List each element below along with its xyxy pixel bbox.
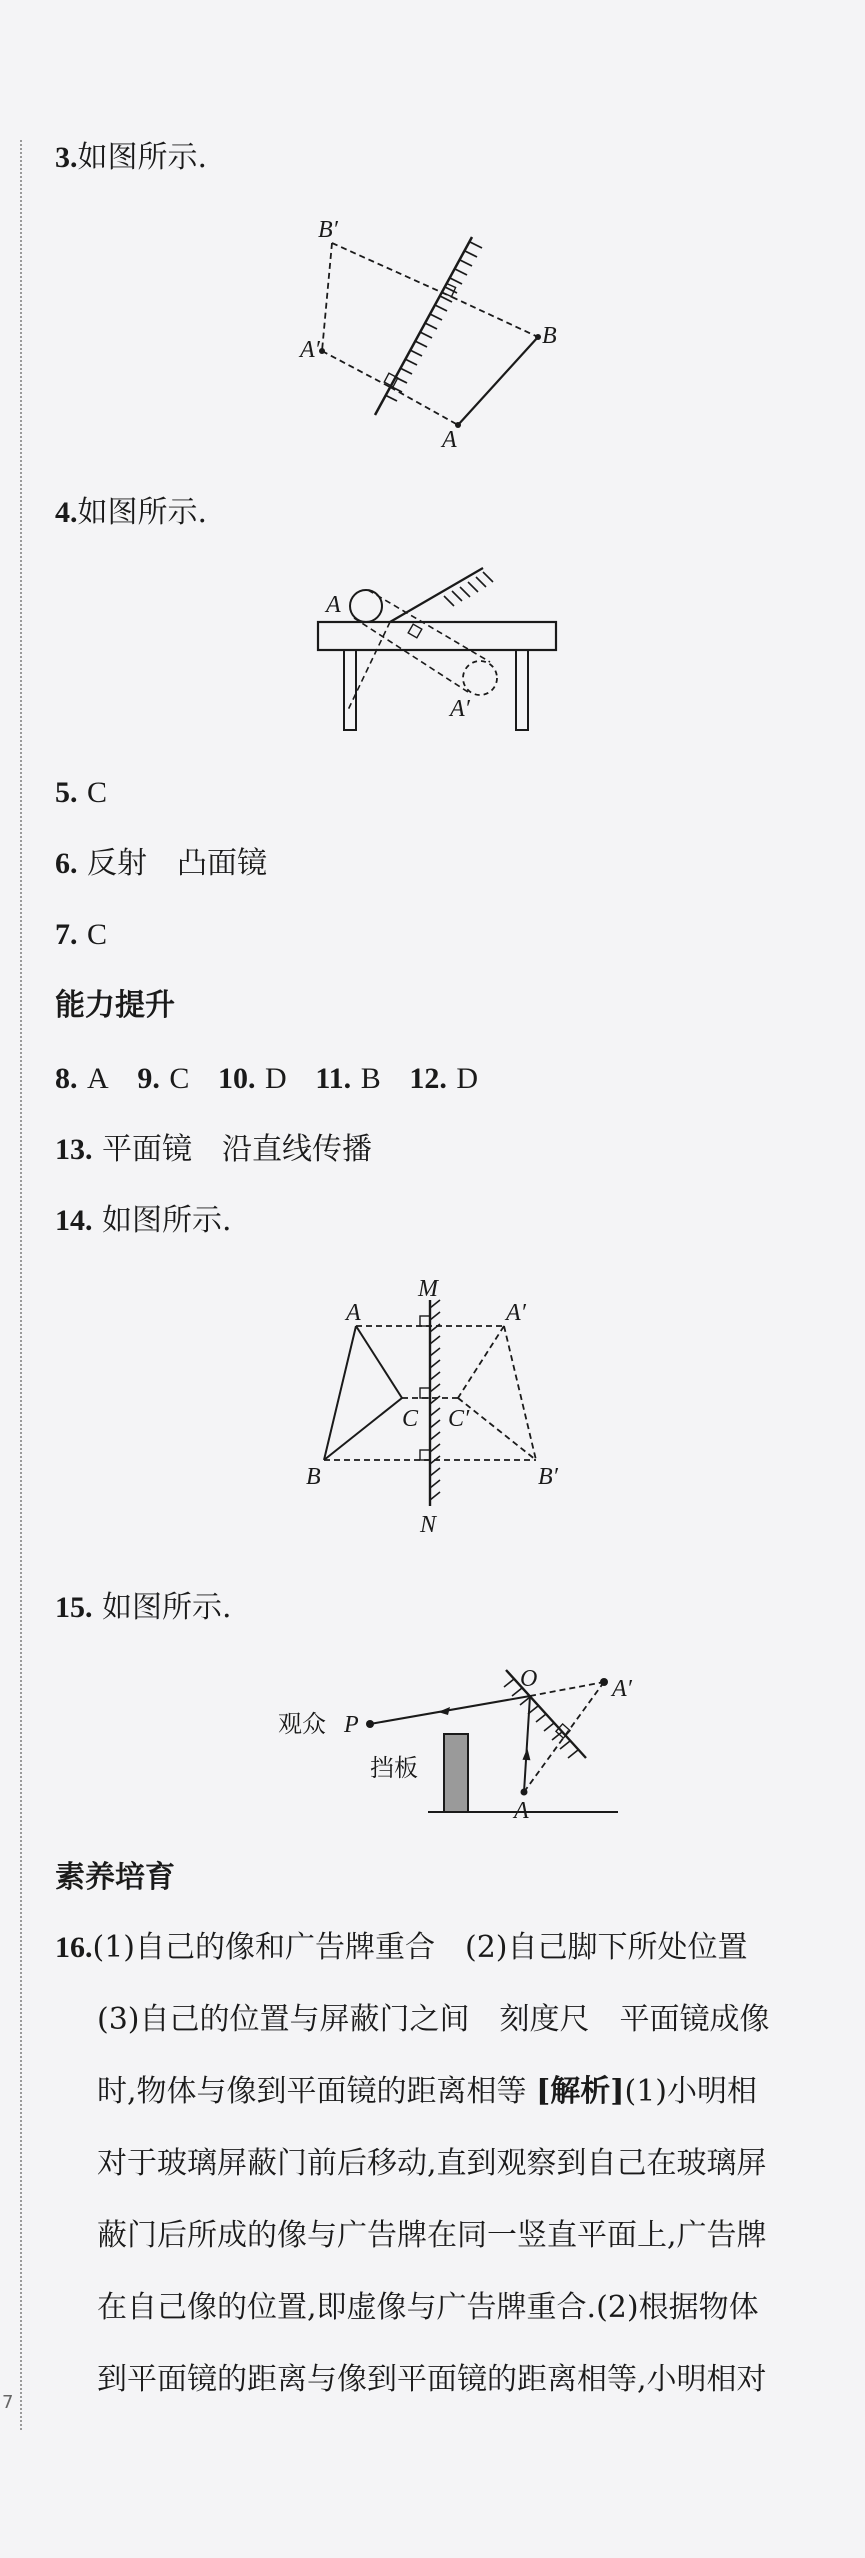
q15-text: 如图所示. (102, 1590, 232, 1625)
q4-text: 如图所示. (77, 495, 208, 530)
q16-text-1: (1)自己的像和广告牌重合 (2)自己脚下所处位置 (92, 1930, 748, 1965)
q3-label-Aprime: A′ (300, 337, 320, 363)
q16-line-3 (97, 2074, 757, 2110)
q3-label-A: A (442, 427, 457, 453)
q12-number: 12. (409, 1062, 447, 1095)
q14-figure (302, 1276, 592, 1540)
q16-line-5: 蔽门后所成的像与广告牌在同一竖直平面上,广告牌 (97, 2218, 767, 2253)
q7-number: 7. (55, 918, 78, 951)
q16-line-1 (55, 1930, 748, 1966)
q4-image-ball (463, 661, 497, 695)
q5-number: 5. (55, 776, 78, 809)
q16-line-4: 对于玻璃屏蔽门前后移动,直到观察到自己在玻璃屏 (97, 2146, 767, 2181)
q12-answer: D (456, 1062, 479, 1095)
q13-line (55, 1132, 372, 1168)
q15-line (55, 1590, 232, 1626)
q11-number: 11. (315, 1062, 352, 1095)
page-number-fragment: 7 (2, 2392, 14, 2413)
q15-label-Aprime: A′ (612, 1676, 632, 1702)
q15-number: 15. (55, 1591, 93, 1624)
q14-label-B: B (306, 1464, 321, 1490)
q13-number: 13. (55, 1133, 93, 1166)
q14-text: 如图所示. (102, 1203, 232, 1238)
q16-analysis-tag: [解析] (536, 2074, 625, 2109)
q4-label-A: A (326, 592, 341, 618)
q15-label-P: P (344, 1712, 359, 1738)
q5-line (55, 775, 107, 811)
q3-text: 如图所示. (77, 140, 208, 175)
q14-label-N: N (420, 1512, 437, 1538)
q4-table-top (318, 622, 556, 650)
q3-line (55, 140, 207, 176)
q16-line-2: (3)自己的位置与屏蔽门之间 刻度尺 平面镜成像 (97, 2002, 770, 2037)
q16-line-6: 在自己像的位置,即虚像与广告牌重合.(2)根据物体 (97, 2290, 759, 2325)
q15-figure (278, 1652, 638, 1827)
q13-answer: 平面镜 沿直线传播 (102, 1132, 373, 1167)
section-heading-ability: 能力提升 (55, 988, 175, 1023)
q7-line (55, 917, 107, 953)
q6-number: 6. (55, 847, 78, 880)
q14-label-A: A (346, 1300, 361, 1326)
q10-number: 10. (218, 1062, 256, 1095)
q4-figure (318, 560, 558, 740)
q10-answer: D (265, 1062, 287, 1095)
q4-number: 4. (55, 496, 78, 529)
q15-board (444, 1734, 468, 1812)
q3-figure (300, 215, 580, 453)
q3-mirror (375, 237, 472, 415)
q3-label-B: B (542, 323, 557, 349)
q14-label-Cprime: C′ (448, 1406, 470, 1432)
q15-ray-AO (524, 1696, 530, 1792)
q3-number: 3. (55, 141, 78, 174)
q16-line-7: 到平面镜的距离与像到平面镜的距离相等,小明相对 (97, 2362, 767, 2397)
q14-line (55, 1203, 232, 1239)
q4-table-leg-right (516, 650, 528, 730)
q6-line (55, 846, 267, 882)
q8-12-line (55, 1061, 478, 1097)
q16-text-3b: (1)小明相 (624, 2074, 757, 2109)
q8-number: 8. (55, 1062, 78, 1095)
q4-line (55, 495, 207, 531)
q3-label-Bprime: B′ (318, 217, 338, 243)
binding-dotted-line (20, 140, 22, 2430)
q11-answer: B (360, 1062, 381, 1095)
q7-answer: C (87, 918, 108, 951)
q15-label-O: O (520, 1666, 538, 1692)
q15-label-board: 挡板 (370, 1754, 418, 1782)
q15-label-viewer: 观众 (278, 1710, 326, 1738)
q3-mirror-hatch (385, 242, 482, 401)
q15-ray-OP (370, 1696, 530, 1724)
q14-label-M: M (418, 1276, 438, 1302)
q14-label-Aprime: A′ (506, 1300, 526, 1326)
q15-label-A: A (514, 1798, 529, 1824)
q3-segment-AB (458, 337, 538, 425)
q4-table-leg-left (344, 650, 356, 730)
q16-text-3a: 时,物体与像到平面镜的距离相等 (97, 2074, 527, 2109)
q6-answer: 反射 凸面镜 (87, 846, 268, 881)
section-heading-literacy: 素养培育 (55, 1860, 175, 1895)
q16-number: 16. (55, 1931, 93, 1964)
q9-number: 9. (137, 1062, 160, 1095)
q8-answer: A (87, 1062, 109, 1095)
q9-answer: C (169, 1062, 190, 1095)
q5-answer: C (87, 776, 108, 809)
q14-label-Bprime: B′ (538, 1464, 558, 1490)
q4-label-Aprime: A′ (450, 696, 470, 722)
q14-label-C: C (402, 1406, 419, 1432)
q14-number: 14. (55, 1204, 93, 1237)
